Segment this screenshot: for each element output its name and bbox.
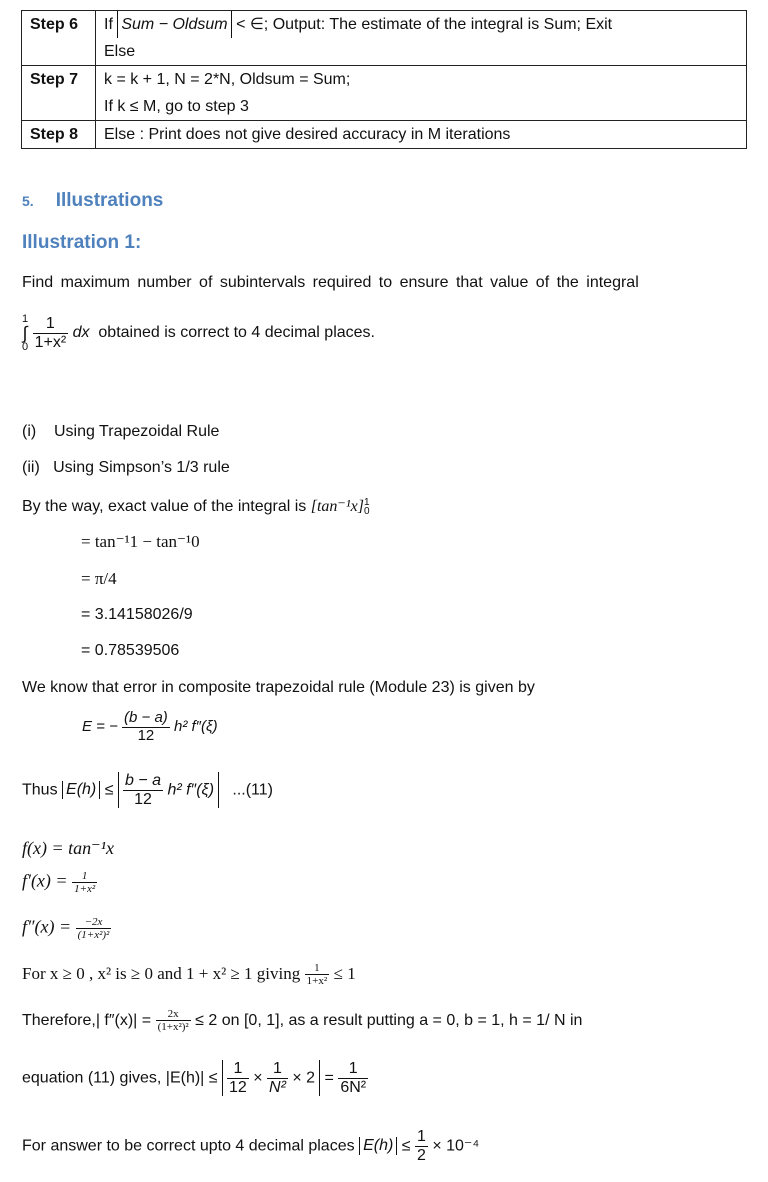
step-content: k = k + 1, N = 2*N, Oldsum = Sum; If k ≤ M, go to step 3 (96, 66, 747, 121)
step-label: Step 7 (22, 66, 96, 121)
integrand-fraction: $\frac{1}{\text{1+x²}}$ (34, 314, 67, 351)
section-heading: 5. Illustrations (22, 190, 164, 211)
derivation-step: = π/4 (81, 569, 117, 588)
illustration-title: Illustration 1: (22, 232, 142, 253)
error-intro: We know that error in composite trapezoidal rule (Module 23) is given by (22, 679, 535, 696)
exact-value-line: By the way, exact value of the integral is [tan⁻¹x] 1 0 (22, 496, 370, 517)
accuracy-requirement: For answer to be correct upto 4 decimal places E(h) ≤ $\frac{1}{2}$ × 10⁻⁴ (22, 1128, 480, 1164)
part-ii: (ii) Using Simpson’s 1/3 rule (22, 459, 230, 476)
error-bound-11: Thus E(h) ≤ $\frac{b - a}{12}$ h² f″(ξ) ...(11) (22, 772, 273, 808)
step-label: Step 6 (22, 11, 96, 66)
problem-statement: Find maximum number of subintervals required to ensure that value of the integral (22, 274, 639, 291)
function-f-prime: f′(x) = $\frac{1}{\text{1+x²}}$ (22, 870, 96, 896)
equation-11-result: equation (11) gives, |E(h)| ≤ $\frac{1}{12}$ × $\frac{1}{\text{N²}}$ × 2 = $\frac{1}{\text{6N²}}$ (22, 1060, 367, 1096)
algorithm-steps-table (21, 10, 747, 149)
table-row (22, 121, 747, 149)
integral-line: 1 ∫ 0 $\frac{1}{\text{1+x²}}$ dx obtained is correct to 4 decimal places. (22, 313, 375, 353)
step-label: Step 8 (22, 121, 96, 149)
function-f-double-prime: f″(x) = $\frac{-2x}{\text{(1+x²)²}}$ (22, 916, 110, 942)
derivation-step: = 3.14158026/9 (81, 606, 193, 623)
part-i: (i) Using Trapezoidal Rule (22, 423, 220, 440)
derivation-step: = 0.78539506 (81, 642, 180, 659)
step-content: Else : Print does not give desired accuracy in M iterations (96, 121, 747, 149)
table-row (22, 11, 747, 66)
bound-line: For x ≥ 0 , x² is ≥ 0 and 1 + x² ≥ 1 giving $\frac{1}{\text{1+x²}}$ ≤ 1 (22, 962, 356, 988)
therefore-line: Therefore,| f″(x)| = $\frac{2x}{\text{(1+x²)²}}$ ≤ 2 on [0, 1], as a result putting a = 0, b = 1, h = 1/ N in (22, 1008, 583, 1034)
integral-sign: 1 ∫ 0 (22, 313, 29, 353)
abs-expression: Sum − Oldsum (117, 11, 231, 38)
function-f: f(x) = tan⁻¹x (22, 838, 115, 858)
step-content: If Sum − Oldsum < ∈; Output: The estimate of the integral is Sum; Exit Else (96, 11, 747, 66)
derivation-step: = tan⁻¹1 − tan⁻¹0 (81, 532, 200, 551)
table-row (22, 66, 747, 121)
error-formula: E = − $\frac{(b - a)}{12}$ h² f″(ξ) (82, 709, 218, 744)
